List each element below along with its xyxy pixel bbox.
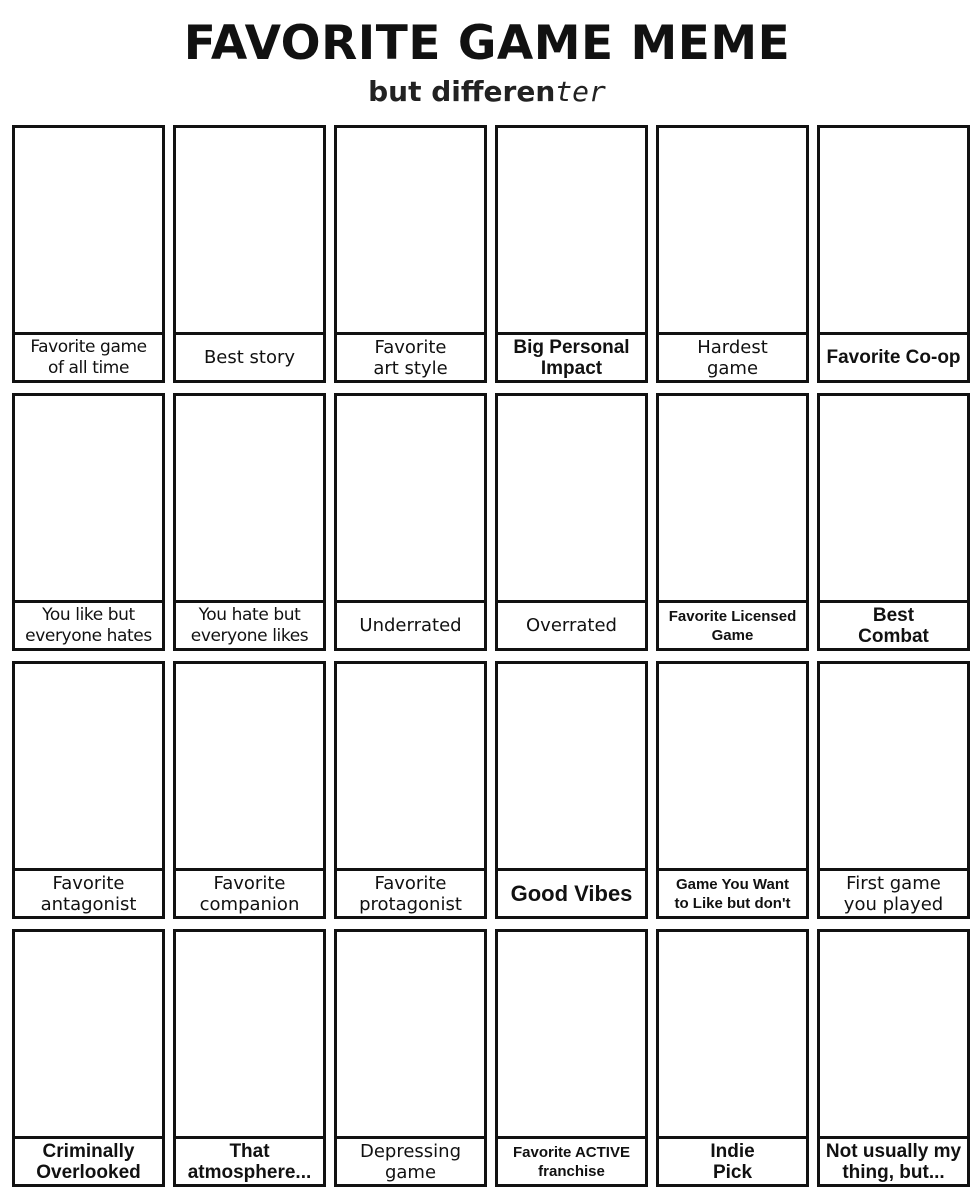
image-slot[interactable] [820, 128, 967, 332]
image-slot[interactable] [820, 932, 967, 1136]
card-label: Big Personal Impact [498, 332, 645, 380]
card-big-personal-impact[interactable] [495, 125, 648, 383]
card-depressing-game[interactable] [334, 929, 487, 1187]
card-label: Favorite companion [176, 868, 323, 916]
card-you-like-but-everyone-hates[interactable] [12, 393, 165, 651]
card-favorite-game-of-all-time[interactable] [12, 125, 165, 383]
card-label: Criminally Overlooked [15, 1136, 162, 1184]
card-label: Favorite Licensed Game [659, 600, 806, 648]
image-slot[interactable] [820, 396, 967, 600]
card-overrated[interactable] [495, 393, 648, 651]
image-slot[interactable] [176, 932, 323, 1136]
card-underrated[interactable] [334, 393, 487, 651]
image-slot[interactable] [15, 932, 162, 1136]
image-slot[interactable] [337, 664, 484, 868]
card-label: Best Combat [820, 600, 967, 648]
card-hardest-game[interactable] [656, 125, 809, 383]
card-label: Underrated [337, 600, 484, 648]
image-slot[interactable] [498, 396, 645, 600]
card-favorite-active-franchise[interactable] [495, 929, 648, 1187]
image-slot[interactable] [176, 128, 323, 332]
image-slot[interactable] [498, 664, 645, 868]
card-label: Depressing game [337, 1136, 484, 1184]
image-slot[interactable] [498, 932, 645, 1136]
card-that-atmosphere[interactable] [173, 929, 326, 1187]
card-label: You like but everyone hates [15, 600, 162, 648]
card-good-vibes[interactable] [495, 661, 648, 919]
category-grid [12, 125, 968, 1191]
image-slot[interactable] [659, 664, 806, 868]
image-slot[interactable] [15, 396, 162, 600]
card-favorite-protagonist[interactable] [334, 661, 487, 919]
card-favorite-companion[interactable] [173, 661, 326, 919]
image-slot[interactable] [176, 664, 323, 868]
card-label: Favorite Co-op [820, 332, 967, 380]
card-label: Favorite art style [337, 332, 484, 380]
card-first-game-you-played[interactable] [817, 661, 970, 919]
image-slot[interactable] [337, 396, 484, 600]
card-label: Indie Pick [659, 1136, 806, 1184]
card-favorite-licensed-game[interactable] [656, 393, 809, 651]
image-slot[interactable] [659, 128, 806, 332]
subtitle-main: but differen [368, 75, 556, 108]
subtitle-handwritten: ter [555, 75, 606, 108]
card-game-you-want-to-like[interactable] [656, 661, 809, 919]
card-label: Not usually my thing, but... [820, 1136, 967, 1184]
card-favorite-art-style[interactable] [334, 125, 487, 383]
card-label: First game you played [820, 868, 967, 916]
card-you-hate-but-everyone-likes[interactable] [173, 393, 326, 651]
page-subtitle [0, 72, 974, 112]
card-label: Hardest game [659, 332, 806, 380]
card-label: That atmosphere... [176, 1136, 323, 1184]
card-indie-pick[interactable] [656, 929, 809, 1187]
card-label: Overrated [498, 600, 645, 648]
card-label: Favorite ACTIVE franchise [498, 1136, 645, 1184]
card-label: Favorite antagonist [15, 868, 162, 916]
card-best-story[interactable] [173, 125, 326, 383]
card-not-usually-my-thing[interactable] [817, 929, 970, 1187]
image-slot[interactable] [498, 128, 645, 332]
card-label: Best story [176, 332, 323, 380]
card-label: You hate but everyone likes [176, 600, 323, 648]
image-slot[interactable] [337, 932, 484, 1136]
card-label: Game You Want to Like but don't [659, 868, 806, 916]
image-slot[interactable] [659, 932, 806, 1136]
card-label: Favorite game of all time [15, 332, 162, 380]
card-label: Good Vibes [498, 868, 645, 916]
card-criminally-overlooked[interactable] [12, 929, 165, 1187]
header [0, 0, 974, 120]
image-slot[interactable] [337, 128, 484, 332]
card-label: Favorite protagonist [337, 868, 484, 916]
image-slot[interactable] [659, 396, 806, 600]
page-title: FAVORITE GAME MEME [183, 16, 791, 71]
card-favorite-co-op[interactable] [817, 125, 970, 383]
card-best-combat[interactable] [817, 393, 970, 651]
image-slot[interactable] [15, 128, 162, 332]
image-slot[interactable] [820, 664, 967, 868]
image-slot[interactable] [176, 396, 323, 600]
card-favorite-antagonist[interactable] [12, 661, 165, 919]
image-slot[interactable] [15, 664, 162, 868]
